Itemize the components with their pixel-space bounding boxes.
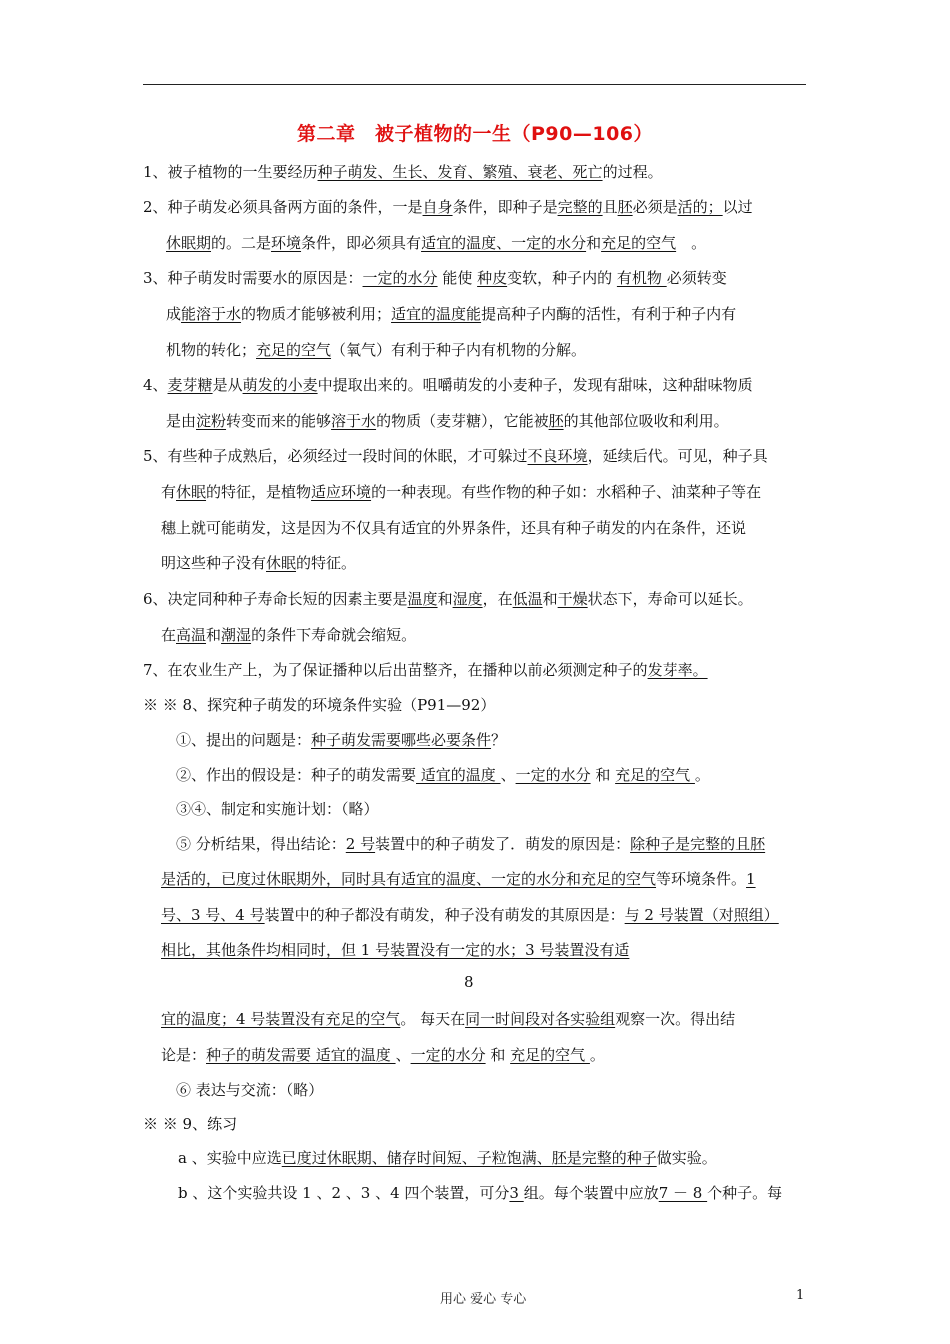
underlined-answer: 充足的空气 (615, 766, 695, 784)
text-segment: 论是： (161, 1046, 207, 1064)
text-segment: 状态下，寿命可以延长。 (587, 590, 753, 608)
underlined-answer: 溶于水 (331, 412, 377, 430)
underlined-answer: 麦芽糖 (167, 376, 213, 394)
text-segment: 是由 (166, 412, 197, 430)
text-segment: ※ ※ 8、探究种子萌发的环境条件实验（P91—92） (143, 696, 496, 714)
underlined-answer: 同一时间段对各实验组 (465, 1010, 616, 1028)
text-segment: 1、被子植物的一生要经历 (143, 163, 318, 181)
text-line (143, 197, 753, 217)
text-segment: 5、有些种子成熟后，必须经过一段时间的休眠，才可躲过 (143, 447, 528, 465)
text-segment: 和 (206, 626, 222, 644)
underlined-answer: 相比，其他条件均相同时，但 1 号装置没有一定的水；3 号装置没有适 (161, 941, 630, 959)
underlined-answer: 完整的 (557, 198, 603, 216)
text-line (166, 233, 706, 253)
underlined-answer: 一定的水分 (515, 766, 591, 784)
text-segment: 。 (676, 234, 707, 252)
text-line (161, 625, 416, 645)
text-segment: 7、在农业生产上，为了保证播种以后出苗整齐，在播种以前必须测定种子的 (143, 661, 648, 679)
text-line (143, 268, 727, 288)
text-segment: ※ ※ 9、练习 (143, 1115, 238, 1133)
text-segment: 装置中的种子萌发了．萌发的原因是： (375, 835, 631, 853)
text-line (161, 905, 779, 925)
underlined-answer: 种子的萌发需要 适宜的温度 (206, 1046, 396, 1064)
underlined-answer: 除种子是完整的且胚 (630, 835, 766, 853)
underlined-answer: 种皮 (477, 269, 508, 287)
footer-text: 用心 爱心 专心 (440, 1292, 527, 1307)
underlined-answer: 有机物 (616, 269, 667, 287)
underlined-answer: 淀粉 (196, 412, 227, 430)
underlined-answer: 一定的水分 (362, 269, 438, 287)
text-segment: 条件，即必须具有 (301, 234, 422, 252)
text-segment: 的特征。 (296, 554, 357, 572)
text-line (161, 518, 746, 538)
text-segment: 、 (500, 766, 516, 784)
underlined-answer: 充足的空气 (256, 341, 332, 359)
text-segment: 。 (589, 1046, 605, 1064)
text-line (166, 340, 586, 360)
text-segment: 的其他部位吸收和利用。 (563, 412, 729, 430)
text-line (161, 482, 761, 502)
text-segment: 3、种子萌发时需要水的原因是： (143, 269, 363, 287)
underlined-answer: 种子萌发、生长、发育、繁殖、衰老、死亡 (317, 163, 603, 181)
text-segment: 6、决定同种种子寿命长短的因素主要是 (143, 590, 408, 608)
text-line (143, 1114, 237, 1134)
text-line (143, 660, 708, 680)
text-segment: 的物质才能够被利用； (241, 305, 392, 323)
text-segment: 且 (602, 198, 618, 216)
text-segment: 。 每天在 (400, 1010, 466, 1028)
underlined-answer: 休眠 (266, 554, 297, 572)
text-segment: 条件，即种子是 (452, 198, 558, 216)
underlined-answer: 休眠 (176, 483, 207, 501)
text-segment: b 、这个实验共设 1 、2 、3 、4 四个装置，可分 (178, 1184, 510, 1202)
underlined-answer: 2 号 (345, 835, 376, 853)
text-segment: 和 (485, 1046, 511, 1064)
text-line (143, 695, 495, 715)
text-segment: 转变而来的能够 (226, 412, 332, 430)
header-rule (143, 84, 806, 85)
underlined-answer: 萌发的小麦 (242, 376, 318, 394)
text-line (178, 1148, 717, 1168)
underlined-answer: 环境 (271, 234, 302, 252)
text-segment: 中提取出来的。咀嚼萌发的小麦种子，发现有甜味，这种甜味物质 (317, 376, 753, 394)
text-line (166, 304, 736, 324)
text-segment: ？ (491, 731, 507, 749)
underlined-answer: 能溶于水 (181, 305, 242, 323)
text-segment: ①、提出的问题是： (176, 731, 312, 749)
underlined-answer: 一定的水分 (410, 1046, 486, 1064)
underlined-answer: 胚 (617, 198, 633, 216)
chapter-title: 第二章 被子植物的一生（P90—106） (296, 123, 654, 145)
text-segment: ⑤ 分析结果，得出结论： (176, 835, 346, 853)
text-line (143, 375, 753, 395)
text-segment: 。 (694, 766, 710, 784)
text-line (161, 553, 356, 573)
text-segment: 组。每个装置中应放 (523, 1184, 659, 1202)
text-line (161, 1045, 605, 1065)
text-segment: 做实验。 (656, 1149, 717, 1167)
underlined-answer: 温度 (407, 590, 438, 608)
underlined-answer: 发芽率。 (647, 661, 708, 679)
text-segment: 等环境条件。 (656, 870, 747, 888)
text-segment: 个种子。每 (707, 1184, 783, 1202)
text-segment: 必须是 (632, 198, 678, 216)
text-segment: 机物的转化； (166, 341, 257, 359)
text-segment: ，在 (482, 590, 513, 608)
underlined-answer: 充足的空气 (510, 1046, 590, 1064)
underlined-answer: 适应环境 (311, 483, 372, 501)
underlined-answer: 湿度 (452, 590, 483, 608)
text-segment: 和 (542, 590, 558, 608)
text-segment: 观察一次。得出结 (615, 1010, 736, 1028)
text-segment: 在 (161, 626, 177, 644)
text-segment: ，延续后代。可见，种子具 (587, 447, 768, 465)
text-line (176, 799, 379, 819)
text-line (176, 765, 710, 785)
text-segment: 装置中的种子都没有萌发，种子没有萌发的其原因是： (264, 906, 625, 924)
text-line (176, 730, 506, 750)
text-segment: ③④、制定和实施计划：（略） (176, 800, 379, 818)
page-number: 1 (796, 1288, 805, 1303)
text-segment: 4、 (143, 376, 168, 394)
text-segment: （氧气）有利于种子内有机物的分解。 (331, 341, 587, 359)
text-segment: 能使 (437, 269, 478, 287)
text-line (143, 589, 753, 609)
text-segment: 和 (586, 234, 602, 252)
text-segment: 的。二是 (211, 234, 272, 252)
underlined-answer: 1 (746, 870, 756, 888)
underlined-answer: 活的； (677, 198, 723, 216)
underlined-answer: 3 (509, 1184, 524, 1202)
text-segment: 穗上就可能萌发，这是因为不仅具有适宜的外界条件，还具有种子萌发的内在条件，还说 (161, 519, 747, 537)
text-line (161, 940, 629, 960)
text-segment: 的一种表现。有些作物的种子如：水稻种子、油菜种子等在 (371, 483, 762, 501)
text-segment: 成 (166, 305, 182, 323)
text-line (143, 162, 663, 182)
text-line (166, 411, 729, 431)
text-line (176, 834, 765, 854)
underlined-answer: 自身 (422, 198, 453, 216)
underlined-answer: 是活的，已度过休眠期外，同时具有适宜的温度、一定的水分和充足的空气 (161, 870, 657, 888)
underlined-answer: 胚 (548, 412, 564, 430)
underlined-answer: 潮湿 (221, 626, 252, 644)
underlined-answer: 适宜的温度 (416, 766, 501, 784)
text-segment: 、 (395, 1046, 411, 1064)
text-segment: 的条件下寿命就会缩短。 (251, 626, 417, 644)
underlined-answer: 充足的空气 (601, 234, 677, 252)
underlined-answer: 种子萌发需要哪些必要条件 (311, 731, 492, 749)
inner-page-marker: 8 (464, 973, 474, 991)
text-segment: 2、种子萌发必须具备两方面的条件，一是 (143, 198, 423, 216)
text-segment: 有 (161, 483, 177, 501)
underlined-answer: 低温 (512, 590, 543, 608)
text-segment: 提高种子内酶的活性，有利于种子内有 (481, 305, 737, 323)
text-segment: ②、作出的假设是：种子的萌发需要 (176, 766, 417, 784)
underlined-answer: 休眠期 (166, 234, 212, 252)
text-line (161, 869, 756, 889)
text-line (161, 1009, 735, 1029)
underlined-answer: 与 2 号装置（对照组） (624, 906, 779, 924)
underlined-answer: 号、3 号、4 号 (161, 906, 265, 924)
underlined-answer: 不良环境 (527, 447, 588, 465)
underlined-answer: 干燥 (557, 590, 588, 608)
text-segment: 以过 (722, 198, 753, 216)
text-line (143, 446, 768, 466)
text-segment: 是从 (212, 376, 243, 394)
text-segment: 和 (437, 590, 453, 608)
text-segment: ⑥ 表达与交流：（略） (176, 1081, 324, 1099)
text-line (176, 1080, 323, 1100)
text-segment: 的物质（麦芽糖），它能被 (376, 412, 549, 430)
underlined-answer: 已度过休眠期、储存时间短、子粒饱满、胚是完整的种子 (281, 1149, 657, 1167)
text-segment: a 、实验中应选 (178, 1149, 282, 1167)
text-segment: 必须转变 (666, 269, 727, 287)
text-line (178, 1183, 782, 1203)
text-segment: 明这些种子没有 (161, 554, 267, 572)
text-segment: 和 (590, 766, 616, 784)
underlined-answer: 宜的温度；4 号装置没有充足的空气 (161, 1010, 401, 1028)
underlined-answer: 适宜的温度、一定的水分 (421, 234, 587, 252)
underlined-answer: 适宜的温度能 (391, 305, 482, 323)
text-segment: 的过程。 (602, 163, 663, 181)
text-segment: 的特征，是植物 (206, 483, 312, 501)
underlined-answer: 7 － 8 (658, 1184, 708, 1202)
underlined-answer: 高温 (176, 626, 207, 644)
text-segment: 变软，种子内的 (507, 269, 617, 287)
